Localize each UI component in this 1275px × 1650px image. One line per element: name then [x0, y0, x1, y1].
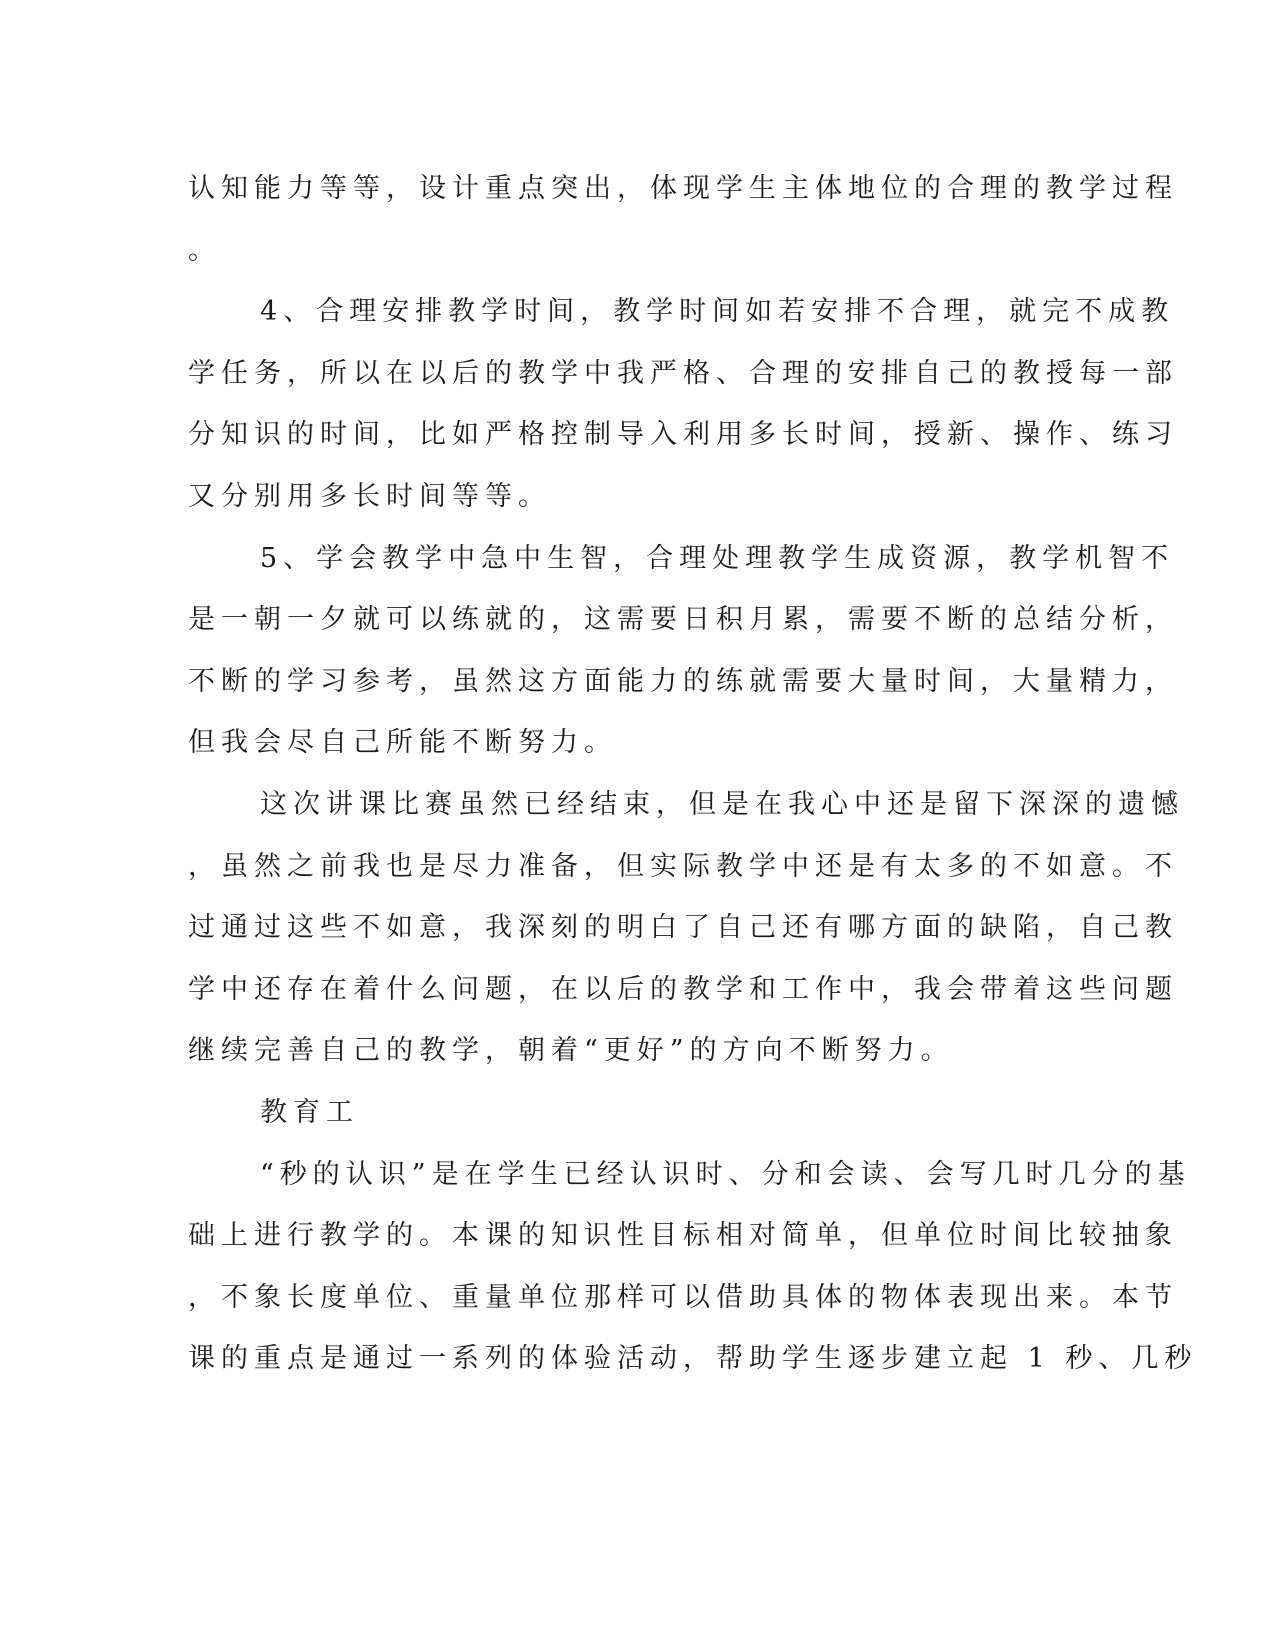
- paragraph-start: 5、学会教学中急中生智，合理处理教学生成资源，教学机智不: [260, 542, 1175, 574]
- text-line: ，虽然之前我也是尽力准备，但实际教学中还是有太多的不如意。不: [188, 850, 1178, 882]
- text-line: 但我会尽自己所能不断努力。: [188, 727, 617, 759]
- text-line: 。: [188, 234, 221, 266]
- text-line: 不断的学习参考，虽然这方面能力的练就需要大量时间，大量精力，: [188, 665, 1178, 697]
- paragraph-start: “秒的认识”是在学生已经认识时、分和会读、会写几时几分的基: [260, 1158, 1191, 1190]
- text-line: 又分别用多长时间等等。: [188, 480, 551, 512]
- section-heading: 教育工: [260, 1096, 359, 1128]
- text-line: 是一朝一夕就可以练就的，这需要日积月累，需要不断的总结分析，: [188, 604, 1178, 636]
- text-line: 学任务，所以在以后的教学中我严格、合理的安排自己的教授每一部: [188, 357, 1178, 389]
- text-line: 认知能力等等，设计重点突出，体现学生主体地位的合理的教学过程: [188, 173, 1178, 204]
- text-line: 课的重点是通过一系列的体验活动，帮助学生逐步建立起 1 秒、几秒: [188, 1343, 1198, 1375]
- text-line: 继续完善自己的教学，朝着“更好”的方向不断努力。: [188, 1035, 954, 1067]
- document-body: [188, 158, 1198, 1390]
- paragraph-start: 4、合理安排教学时间，教学时间如若安排不合理，就完不成教: [260, 296, 1175, 328]
- text-line: 学中还存在着什么问题，在以后的教学和工作中，我会带着这些问题: [188, 973, 1178, 1005]
- text-line: ，不象长度单位、重量单位那样可以借助具体的物体表现出来。本节: [188, 1281, 1178, 1313]
- text-line: 分知识的时间，比如严格控制导入利用多长时间，授新、操作、练习: [188, 419, 1178, 451]
- paragraph-start: 这次讲课比赛虽然已经结束，但是在我心中还是留下深深的遗憾: [260, 788, 1184, 820]
- text-line: 础上进行教学的。本课的知识性目标相对简单，但单位时间比较抽象: [188, 1220, 1178, 1252]
- text-line: 过通过这些不如意，我深刻的明白了自己还有哪方面的缺陷，自己教: [188, 912, 1178, 944]
